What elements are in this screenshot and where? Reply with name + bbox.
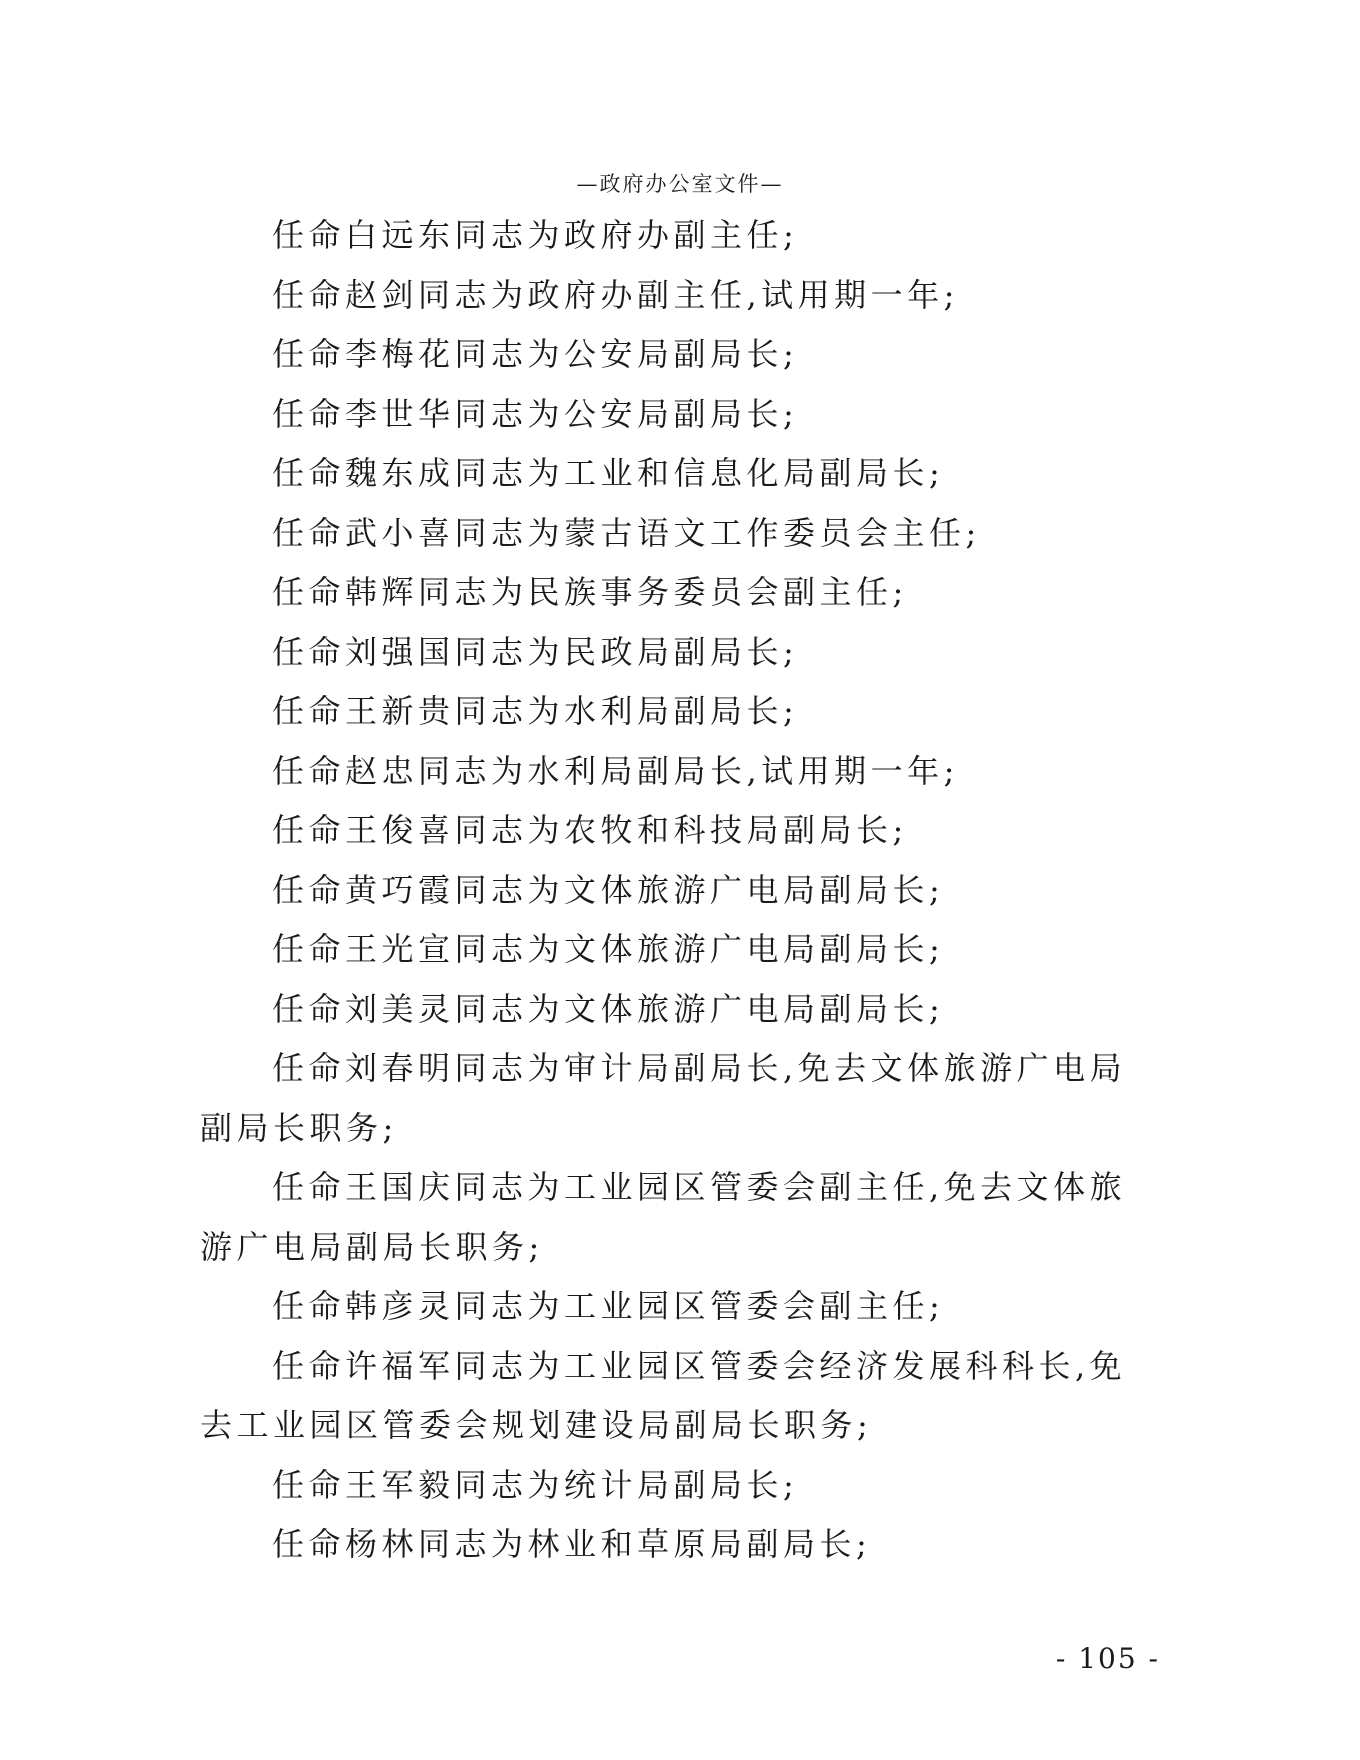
paragraph: 任命杨林同志为林业和草原局副局长; [272, 1525, 872, 1563]
paragraph: 任命王国庆同志为工业园区管委会副主任,免去文体旅游广电局副局长职务; [200, 1168, 1127, 1266]
paragraph: 任命韩辉同志为民族事务委员会副主任; [272, 573, 908, 611]
paragraph: 任命许福军同志为工业园区管委会经济发展科科长,免去工业园区管委会规划建设局副局长职务; [200, 1346, 1127, 1444]
paragraph: 任命赵剑同志为政府办副主任,试用期一年; [272, 275, 959, 314]
page-number: - 105 - [1055, 1642, 1160, 1675]
paragraph: 任命刘强国同志为民政局副局长; [272, 632, 799, 671]
paragraph: 任命赵忠同志为水利局副局长,试用期一年; [272, 751, 959, 790]
running-header: —政府办公室文件— [576, 172, 784, 196]
paragraph: 任命李梅花同志为公安局副局长; [272, 335, 799, 373]
appointment-list [200, 206, 1158, 1575]
paragraph: 任命韩彦灵同志为工业园区管委会副主任; [272, 1287, 945, 1325]
paragraph: 任命刘春明同志为审计局副局长,免去文体旅游广电局副局长职务; [200, 1049, 1127, 1147]
paragraph: 任命王新贵同志为水利局副局长; [272, 692, 799, 730]
paragraph: 任命王光宣同志为文体旅游广电局副局长; [272, 930, 945, 968]
paragraph: 任命魏东成同志为工业和信息化局副局长; [272, 454, 945, 492]
paragraph: 任命武小喜同志为蒙古语文工作委员会主任; [272, 513, 981, 552]
paragraph: 任命黄巧霞同志为文体旅游广电局副局长; [272, 870, 945, 909]
paragraph: 任命王俊喜同志为农牧和科技局副局长; [272, 811, 908, 849]
paragraph: 任命李世华同志为公安局副局长; [272, 394, 799, 433]
paragraph: 任命白远东同志为政府办副主任; [272, 216, 799, 254]
paragraph: 任命王军毅同志为统计局副局长; [272, 1465, 799, 1504]
paragraph: 任命刘美灵同志为文体旅游广电局副局长; [272, 989, 945, 1028]
